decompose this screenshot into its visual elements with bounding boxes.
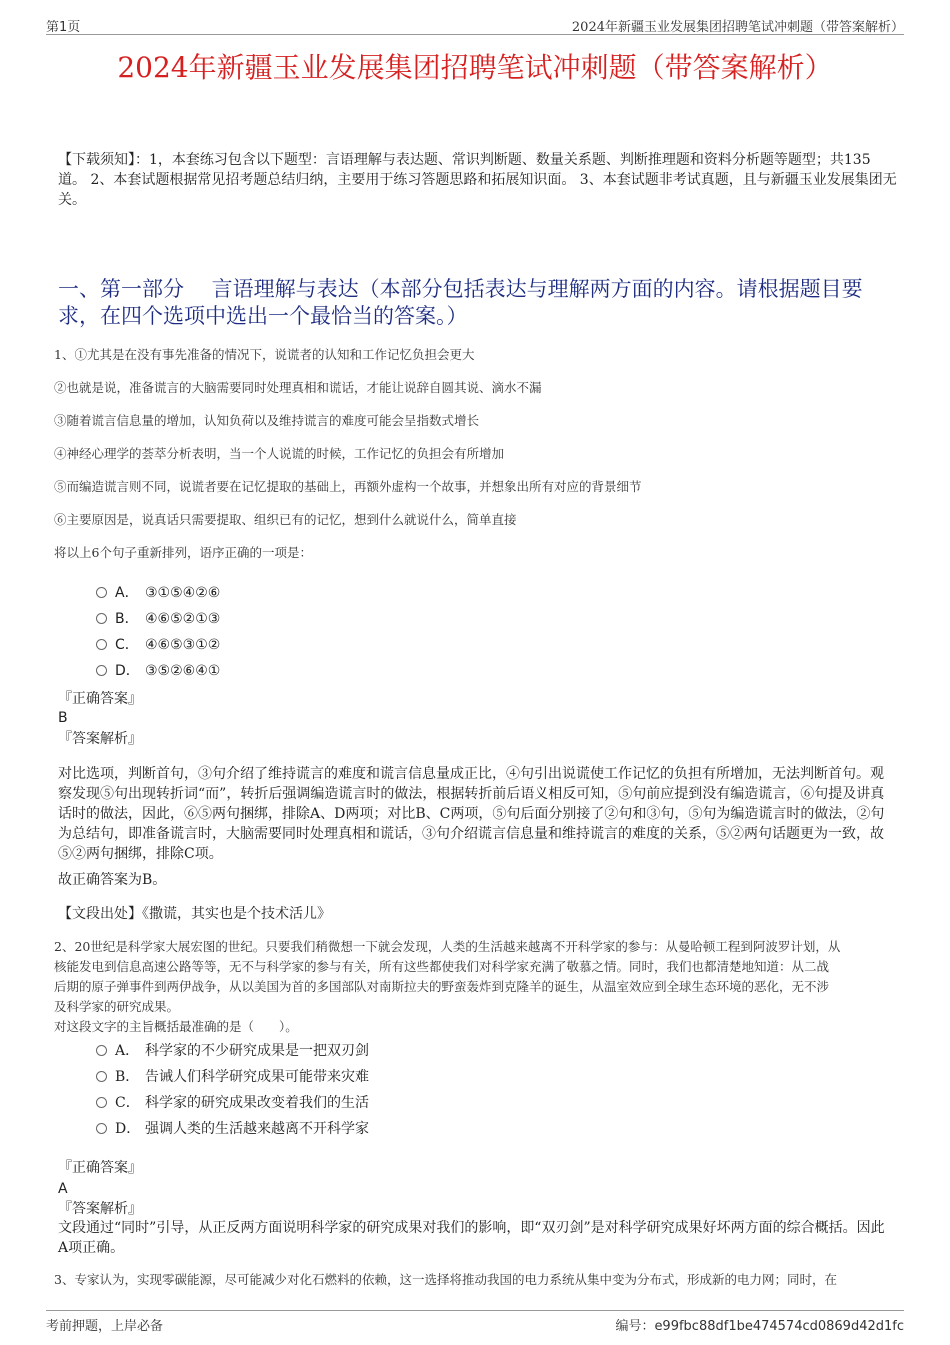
section-heading: 一、第一部分 言语理解与表达（本部分包括表达与理解两方面的内容。请根据题目要求，在四个选项中选出一个最恰当的答案。） <box>58 277 863 328</box>
q1-line: ②也就是说，准备谎言的大脑需要同时处理真相和谎话，才能让说辞自圆其说、滴水不漏 <box>54 380 542 395</box>
q1-option-b[interactable]: B． ④⑥⑤②①③ <box>96 608 220 630</box>
q1-line: ③随着谎言信息量的增加，认知负荷以及维持谎言的难度可能会呈指数式增长 <box>54 413 480 428</box>
q1-line: ④神经心理学的荟萃分析表明，当一个人说谎的时候，工作记忆的负担会有所增加 <box>54 446 505 461</box>
footer-doc-id: 编号：e99fbc88df1be474574cd0869d42d1fc <box>615 1319 904 1334</box>
radio-icon[interactable] <box>96 665 107 676</box>
question-2-stem <box>54 937 899 1037</box>
page-header <box>46 14 904 35</box>
q1-answer: B <box>58 710 68 726</box>
q2-line: 后期的原子弹事件到两伊战争，从以美国为首的多国部队对南斯拉夫的野蛮轰炸到克隆羊的诞生，从温室效应到全球生态环境的恶化，无不涉 <box>54 979 830 994</box>
radio-icon[interactable] <box>96 1071 107 1082</box>
q1-analysis-label: 『答案解析』 <box>58 731 142 747</box>
q1-analysis: 对比选项，判断首句，③句介绍了维持谎言的难度和谎言信息量成正比，④句引出说谎使工作记忆的负担有所增加，无法判断首句。观察发现⑤句出现转折词“而”，转折后强调编造谎言时的做法，根据转折前后语义相反可知，⑤句前应提到没有编造谎言，⑥句提及讲真话时的做法，因此，⑥⑤两句捆绑，排除A、D两项；对比B、C两项，⑤句后面分别接了②句和③句，⑤句为编造谎言时的做法，②句为总结句，即准备谎言时，大脑需要同时处理真相和谎话，③句介绍谎言信息量和维持谎言的难度的关系，⑤②两句话题更为一致，故⑤②两句捆绑，排除C项。 <box>58 766 885 862</box>
q1-line: ⑥主要原因是，说真话只需要提取、组织已有的记忆，想到什么就说什么，简单直接 <box>54 512 517 527</box>
page-number: 第1页 <box>46 20 81 35</box>
question-3-stem <box>54 1270 899 1290</box>
radio-icon[interactable] <box>96 587 107 598</box>
radio-icon[interactable] <box>96 639 107 650</box>
q1-option-a[interactable]: A． ③①⑤④②⑥ <box>96 582 220 604</box>
q1-answer-label: 『正确答案』 <box>58 691 142 707</box>
q2-option-a[interactable]: A． 科学家的不少研究成果是一把双刃剑 <box>96 1040 369 1062</box>
q2-option-c[interactable]: C． 科学家的研究成果改变着我们的生活 <box>96 1092 369 1114</box>
q1-option-d[interactable]: D． ③⑤②⑥④① <box>96 660 220 682</box>
q2-line: 核能发电到信息高速公路等等，无不与科学家的参与有关，所有这些都使我们对科学家充满了敬慕之情。同时，我们也都清楚地知道：从二战 <box>54 959 830 974</box>
q2-line: 及科学家的研究成果。 <box>54 999 180 1014</box>
q1-source: 【文段出处】《撒谎，其实也是个技术活儿》 <box>58 906 331 922</box>
radio-icon[interactable] <box>96 1097 107 1108</box>
q1-conclusion: 故正确答案为B。 <box>58 872 167 888</box>
header-doc-title: 2024年新疆玉业发展集团招聘笔试冲刺题（带答案解析） <box>571 20 904 35</box>
document-title: 2024年新疆玉业发展集团招聘笔试冲刺题（带答案解析） <box>117 51 833 84</box>
footer-slogan: 考前押题，上岸必备 <box>46 1319 164 1334</box>
question-1-stem <box>54 345 899 563</box>
q2-answer-label: 『正确答案』 <box>58 1160 142 1176</box>
download-notice: 【下载须知】：1，本套练习包含以下题型：言语理解与表达题、常识判断题、数量关系题、判断推理题和资料分析题等题型；共135道。 2、本套试题根据常见招考题总结归纳，主要用于练习答题思路和拓展知识面。 3、本套试题非考试真题，且与新疆玉业发展集团无关。 <box>58 152 897 208</box>
q1-line: 1、①尤其是在没有事先准备的情况下，说谎者的认知和工作记忆负担会更大 <box>54 347 475 362</box>
q2-line: 2、20世纪是科学家大展宏图的世纪。只要我们稍微想一下就会发现，人类的生活越来越离不开科学家的参与：从曼哈顿工程到阿波罗计划，从 <box>54 939 841 954</box>
page-footer <box>46 1310 904 1333</box>
q2-analysis-label: 『答案解析』 <box>58 1201 142 1217</box>
q2-prompt: 对这段文字的主旨概括最准确的是（ ）。 <box>54 1019 298 1034</box>
q3-line: 3、专家认为，实现零碳能源，尽可能减少对化石燃料的依赖，这一选择将推动我国的电力系统从集中变为分布式，形成新的电力网；同时，在 <box>54 1272 837 1287</box>
q2-option-b[interactable]: B． 告诫人们科学研究成果可能带来灾难 <box>96 1066 369 1088</box>
radio-icon[interactable] <box>96 1123 107 1134</box>
q1-line: ⑤而编造谎言则不同，说谎者要在记忆提取的基础上，再额外虚构一个故事，并想象出所有对应的背景细节 <box>54 479 642 494</box>
radio-icon[interactable] <box>96 613 107 624</box>
q2-analysis: 文段通过“同时”引导，从正反两方面说明科学家的研究成果对我们的影响，即“双刃剑”是对科学研究成果好坏两方面的综合概括。因此A项正确。 <box>58 1220 885 1256</box>
q2-answer: A <box>58 1181 68 1197</box>
radio-icon[interactable] <box>96 1045 107 1056</box>
q2-option-d[interactable]: D． 强调人类的生活越来越离不开科学家 <box>96 1118 369 1140</box>
q1-option-c[interactable]: C． ④⑥⑤③①② <box>96 634 220 656</box>
q1-prompt: 将以上6个句子重新排列，语序正确的一项是： <box>54 545 312 560</box>
